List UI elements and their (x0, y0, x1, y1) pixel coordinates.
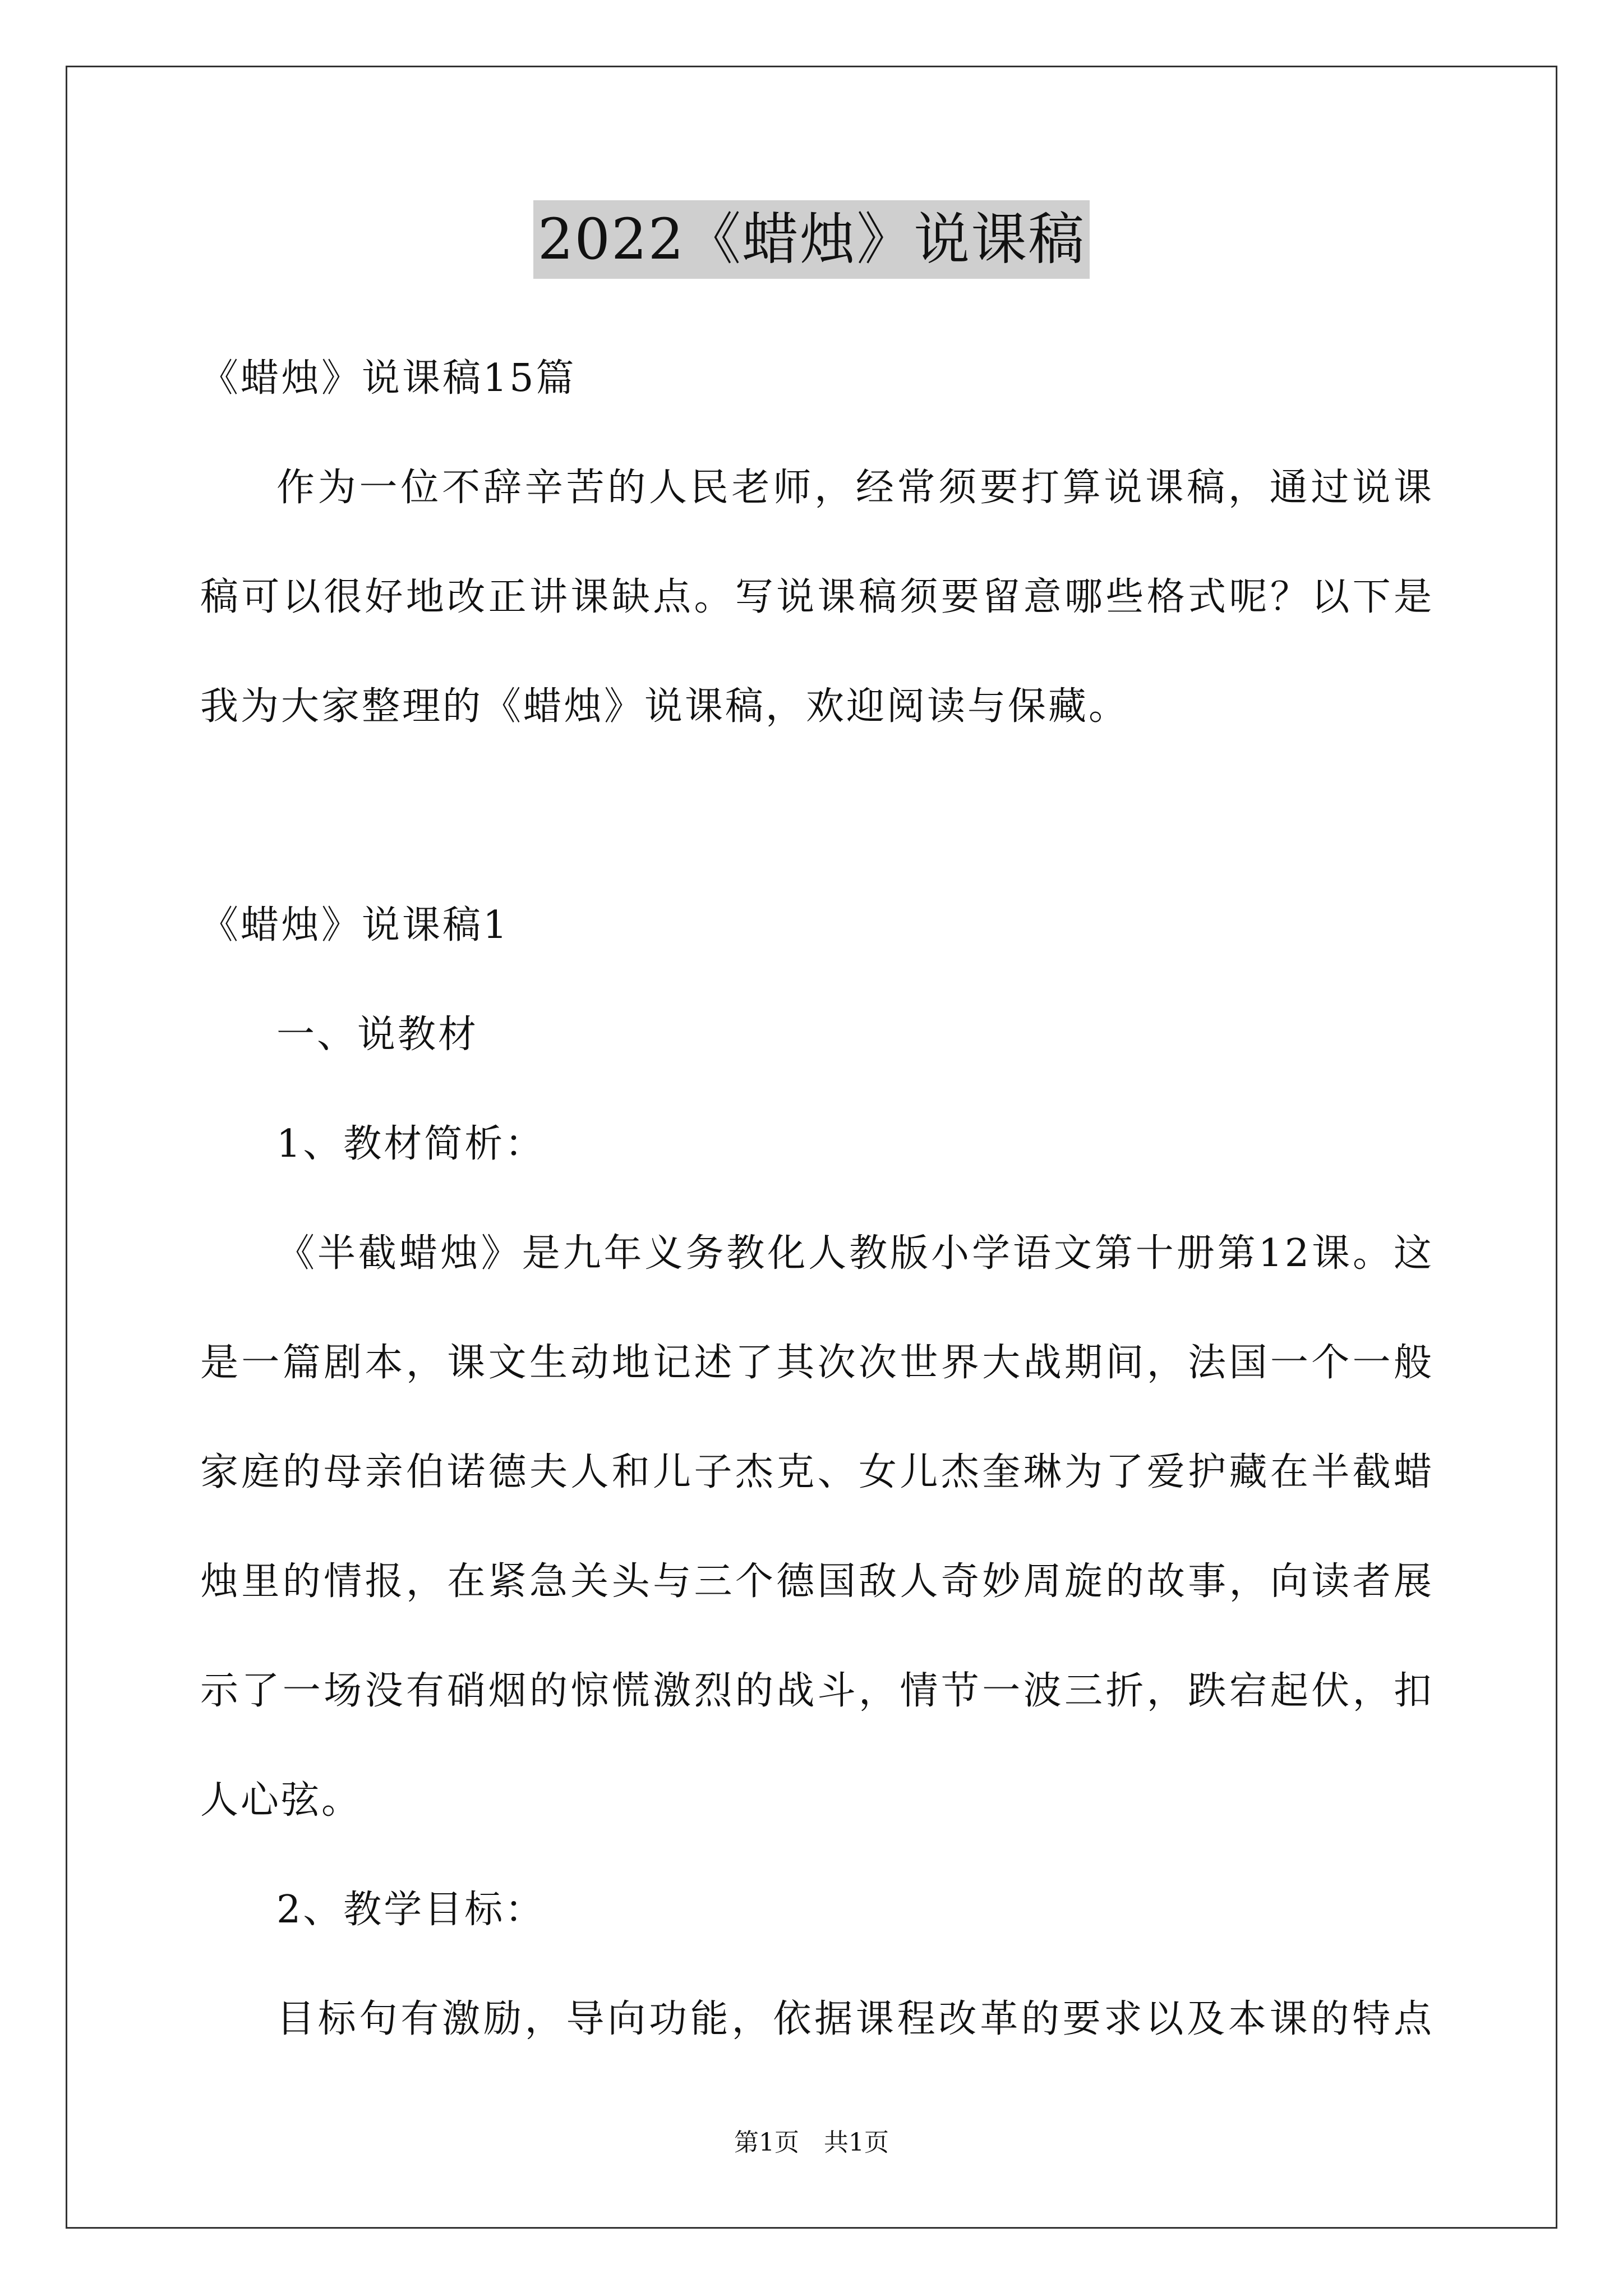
body-line-5: 示了一场没有硝烟的惊慌激烈的战斗，情节一波三折，跌宕起伏，扣 (200, 1669, 1434, 1713)
body-line-2: 是一篇剧本，课文生动地记述了其次次世界大战期间，法国一个一般 (200, 1341, 1434, 1385)
document-title: 2022《蜡烛》说课稿 (533, 200, 1090, 279)
intro-line-2: 稿可以很好地改正讲课缺点。写说课稿须要留意哪些格式呢？以下是 (200, 575, 1434, 619)
subtitle-line: 《蜡烛》说课稿15篇 (200, 356, 577, 401)
intro-line-1: 作为一位不辞辛苦的人民老师，经常须要打算说课稿，通过说课 (276, 466, 1434, 510)
section-heading: 《蜡烛》说课稿1 (200, 903, 510, 947)
part-heading: 一、说教材 (276, 1013, 479, 1057)
page-footer: 第1页 共1页 (734, 2128, 889, 2157)
subsection-heading-2: 2、教学目标： (276, 1888, 546, 1932)
subsection-heading-1: 1、教材简析： (276, 1122, 546, 1166)
body-line-1: 《半截蜡烛》是九年义务教化人教版小学语文第十册第12课。这 (276, 1231, 1434, 1276)
body-line-7: 目标句有激励，导向功能，依据课程改革的要求以及本课的特点 (276, 1997, 1434, 2041)
intro-line-3: 我为大家整理的《蜡烛》说课稿，欢迎阅读与保藏。 (200, 684, 1129, 729)
body-line-6: 人心弦。 (200, 1778, 362, 1823)
body-line-4: 烛里的情报，在紧急关头与三个德国敌人奇妙周旋的故事，向读者展 (200, 1559, 1434, 1604)
body-line-3: 家庭的母亲伯诺德夫人和儿子杰克、女儿杰奎琳为了爱护藏在半截蜡 (200, 1450, 1434, 1494)
title-container (0, 200, 1623, 279)
